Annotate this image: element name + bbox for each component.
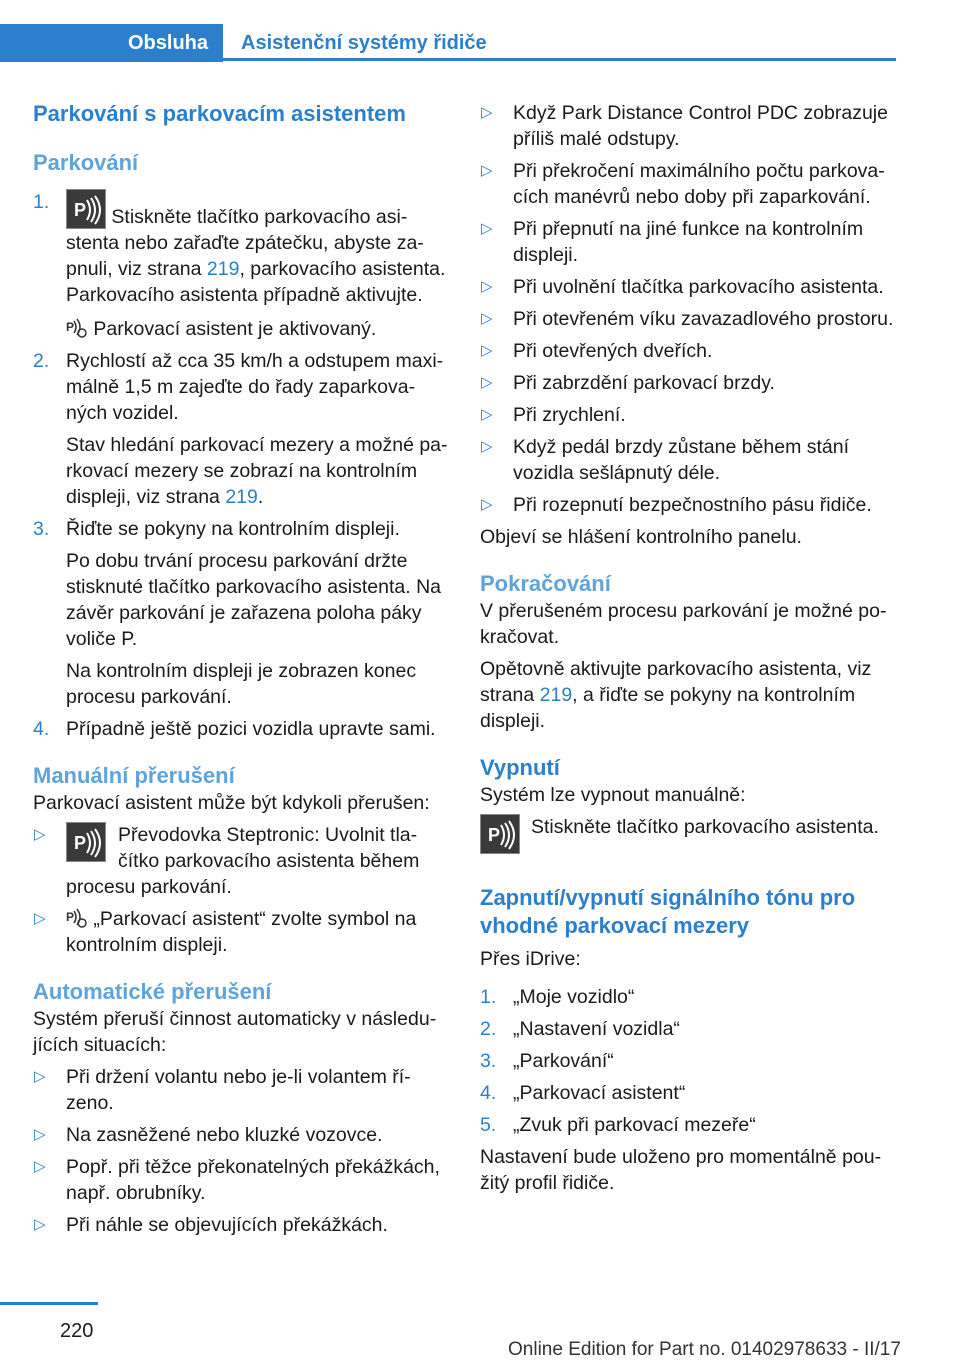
list-item: ▷ Při uvolnění tlačítka parkovacího asistenta.: [481, 276, 884, 298]
step-number: 2.: [33, 350, 50, 372]
svg-text:P: P: [74, 200, 87, 220]
step-4: 4. Případně ještě pozici vozidla upravte sami.: [33, 718, 436, 740]
triangle-bullet-icon: ▷: [34, 1126, 46, 1143]
switch-off-instruction: P Stiskněte tlačítko parkovacího asistenta.: [480, 814, 894, 840]
triangle-bullet-icon: ▷: [34, 910, 46, 927]
list-item: ▷ Při rozepnutí bezpečnostního pásu řidiče.: [481, 494, 872, 516]
list-item: ▷ Při zabrzdění parkovací brzdy.: [481, 372, 775, 394]
triangle-bullet-icon: ▷: [481, 310, 493, 327]
page-ref-link[interactable]: 219: [539, 684, 573, 706]
section-tab: Obsluha: [0, 24, 223, 62]
triangle-bullet-icon: ▷: [34, 1216, 46, 1233]
auto-intro: Systém přeruší činnost automaticky v následujících situacích:: [33, 1008, 437, 1056]
page-ref-link[interactable]: 219: [225, 486, 258, 508]
page-header: [0, 24, 896, 62]
parking-assistant-indicator-icon: [66, 317, 88, 339]
list-item: ▷ Při přepnutí na jiné funkce na kontrolním displeji.: [481, 218, 864, 266]
continue-heading: Pokračování: [480, 571, 611, 596]
svg-text:P: P: [74, 833, 87, 853]
menu-step: 1. „Moje vozidlo“: [480, 986, 635, 1008]
tone-outro: Nastavení bude uloženo pro momentálně použitý profil řidiče.: [480, 1146, 882, 1194]
step-1: 1. P Stiskněte tlačítko parkovacího asistenta nebo zařaďte zpátečku, abyste zapnuli, viz strana 219, parkovacího asistenta. Parkovacího asistenta případně aktivujte. P Parkovací asistent je aktivovaný.: [33, 191, 446, 340]
svg-text:P: P: [66, 320, 75, 334]
edition-note: Online Edition for Part no. 01402978633 - II/17: [508, 1339, 901, 1360]
tone-intro: Přes iDrive:: [480, 948, 581, 970]
auto-outro: Objeví se hlášení kontrolního panelu.: [480, 526, 802, 548]
triangle-bullet-icon: ▷: [34, 1158, 46, 1175]
step-3: 3. Řiďte se pokyny na kontrolním displeji. Po dobu trvání procesu parkování držte stisknuté tlačítko parkovacího asistenta. Na závěr parkování je zařazena poloha páky voliče P. Na kontrolním displeji je zobrazen konec procesu parkování.: [33, 518, 442, 708]
list-item: ▷ Při zrychlení.: [481, 404, 626, 426]
triangle-bullet-icon: ▷: [34, 1068, 46, 1085]
chapter-title: Asistenční systémy řidiče: [241, 32, 487, 54]
list-item: ▷ Na zasněžené nebo kluzké vozovce.: [34, 1124, 383, 1146]
triangle-bullet-icon: ▷: [481, 406, 493, 423]
footer-rule: [0, 1302, 98, 1305]
continue-paragraph-2: Opětovně aktivujte parkovacího asistenta, viz strana 219, a řiďte se pokyny na kontrolním displeji.: [480, 658, 872, 732]
triangle-bullet-icon: ▷: [34, 826, 46, 843]
list-item: ▷ Při otevřeném víku zavazadlového prostoru.: [481, 308, 894, 330]
manual-intro: Parkovací asistent může být kdykoli přerušen:: [33, 792, 430, 814]
step-number: 3.: [33, 518, 50, 540]
list-item: ▷ Když Park Distance Control PDC zobrazuje příliš malé odstupy.: [481, 102, 888, 150]
step-number: 1.: [33, 191, 50, 213]
triangle-bullet-icon: ▷: [481, 162, 493, 179]
triangle-bullet-icon: ▷: [481, 496, 493, 513]
list-item: ▷ Popř. při těžce překonatelných překážkách, např. obrubníky.: [34, 1156, 440, 1204]
triangle-bullet-icon: ▷: [481, 220, 493, 237]
parking-heading: Parkování: [33, 150, 139, 175]
list-item: ▷ Při otevřených dveřích.: [481, 340, 713, 362]
right-column: [480, 100, 894, 1196]
parking-assistant-button-icon: [480, 814, 520, 854]
parking-assistant-button-icon: [66, 189, 106, 229]
step-2: 2. Rychlostí až cca 35 km/h a odstupem maximálně 1,5 m zajeďte do řady zaparkovaných vozidel. Stav hledání parkovací mezery a možné parkovací mezery se zobrazí na kontrolním displeji, viz strana 219.: [33, 350, 448, 508]
step-number: 4.: [33, 718, 50, 740]
tone-heading: Zapnutí/vypnutí signálního tónu pro vhodné parkovací mezery: [480, 885, 856, 938]
triangle-bullet-icon: ▷: [481, 342, 493, 359]
triangle-bullet-icon: ▷: [481, 104, 493, 121]
menu-step: 4. „Parkovací asistent“: [480, 1082, 686, 1104]
list-item: ▷ Při překročení maximálního počtu parkovacích manévrů nebo doby při zaparkování.: [481, 160, 885, 208]
continue-paragraph: V přerušeném procesu parkování je možné pokračovat.: [480, 600, 887, 648]
menu-step: 5. „Zvuk při parkovací mezeře“: [480, 1114, 756, 1136]
list-item: ▷ Když pedál brzdy zůstane během stání vozidla sešlápnutý déle.: [481, 436, 850, 484]
triangle-bullet-icon: ▷: [481, 438, 493, 455]
switch-off-intro: Systém lze vypnout manuálně:: [480, 784, 746, 806]
triangle-bullet-icon: ▷: [481, 278, 493, 295]
svg-text:P: P: [66, 910, 75, 924]
left-column: [33, 100, 448, 1238]
parking-assistant-button-icon: [66, 822, 106, 862]
page-ref-link[interactable]: 219: [206, 258, 240, 280]
page-number: 220: [60, 1320, 94, 1342]
list-item: ▷ Při náhle se objevujících překážkách.: [34, 1214, 388, 1236]
auto-interrupt-heading: Automatické přerušení: [33, 979, 272, 1004]
header-rule: [223, 58, 896, 61]
list-item: ▷ Při držení volantu nebo je-li volantem řízeno.: [34, 1066, 411, 1114]
manual-interrupt-heading: Manuální přerušení: [33, 763, 235, 788]
parking-assistant-indicator-icon: [66, 907, 88, 929]
list-item: ▷ P „Parkovací asistent“ zvolte symbol na kontrolním displeji.: [34, 908, 417, 956]
list-item: ▷ P Převodovka Steptronic: Uvolnit tlačítko parkovacího asistenta během procesu parkování.: [34, 824, 420, 898]
switch-off-heading: Vypnutí: [480, 755, 560, 780]
triangle-bullet-icon: ▷: [481, 374, 493, 391]
section-title: Parkování s parkovacím asistentem: [33, 101, 406, 126]
svg-text:P: P: [488, 825, 501, 845]
menu-step: 2. „Nastavení vozidla“: [480, 1018, 680, 1040]
menu-step: 3. „Parkování“: [480, 1050, 614, 1072]
